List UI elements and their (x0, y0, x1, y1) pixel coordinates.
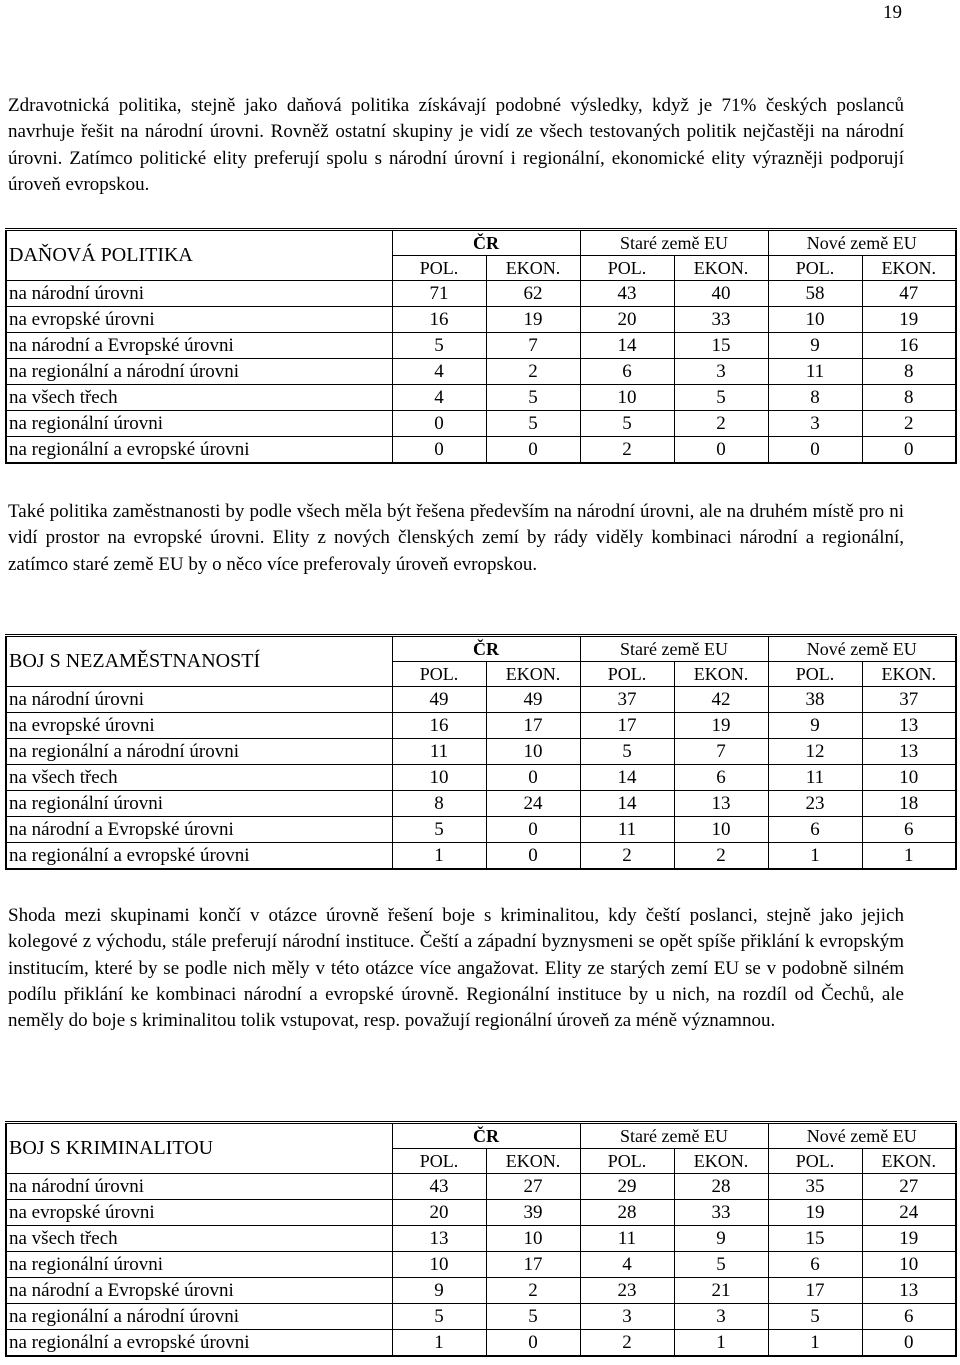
subcolumn-header: POL. (580, 1149, 674, 1174)
row-label: na národní úrovni (6, 281, 392, 307)
table-cell: 5 (392, 333, 486, 359)
subcolumn-header: POL. (392, 256, 486, 281)
row-label: na evropské úrovni (6, 1200, 392, 1226)
table-row (6, 437, 956, 464)
column-group-new-eu: Nové země EU (768, 230, 956, 256)
table-cell: 0 (486, 843, 580, 870)
table-cell: 8 (862, 385, 956, 411)
table-row (6, 1330, 956, 1357)
page-number: 19 (883, 2, 902, 23)
table-cell: 27 (486, 1174, 580, 1200)
table-cell: 33 (674, 1200, 768, 1226)
row-label: na regionální a národní úrovni (6, 359, 392, 385)
table-cell: 11 (580, 1226, 674, 1252)
table-cell: 3 (768, 411, 862, 437)
table-cell: 1 (768, 843, 862, 870)
table-cell: 2 (486, 359, 580, 385)
table-cell: 0 (862, 1330, 956, 1357)
table-cell: 2 (580, 843, 674, 870)
table-cell: 14 (580, 765, 674, 791)
subcolumn-header: EKON. (862, 662, 956, 687)
table-cell: 0 (768, 437, 862, 464)
row-label: na národní a Evropské úrovni (6, 1278, 392, 1304)
table-cell: 0 (392, 437, 486, 464)
table-cell: 62 (486, 281, 580, 307)
table-cell: 35 (768, 1174, 862, 1200)
table-cell: 10 (486, 1226, 580, 1252)
table-cell: 4 (580, 1252, 674, 1278)
table-cell: 49 (392, 687, 486, 713)
table-row (6, 1278, 956, 1304)
row-label: na národní a Evropské úrovni (6, 333, 392, 359)
table-cell: 10 (674, 817, 768, 843)
table-cell: 0 (862, 437, 956, 464)
table-cell: 6 (580, 359, 674, 385)
row-label: na regionální a národní úrovni (6, 739, 392, 765)
table-cell: 23 (768, 791, 862, 817)
table-cell: 13 (862, 713, 956, 739)
table-cell: 23 (580, 1278, 674, 1304)
table-cell: 1 (862, 843, 956, 870)
table-cell: 12 (768, 739, 862, 765)
table-cell: 5 (674, 385, 768, 411)
table-cell: 1 (392, 843, 486, 870)
table-cell: 33 (674, 307, 768, 333)
row-label: na regionální a evropské úrovni (6, 1330, 392, 1357)
table-cell: 2 (674, 843, 768, 870)
table-title: BOJ S KRIMINALITOU (6, 1123, 392, 1174)
table-cell: 21 (674, 1278, 768, 1304)
column-group-cr: ČR (392, 1123, 580, 1149)
table-cell: 43 (392, 1174, 486, 1200)
table-cell: 5 (580, 411, 674, 437)
column-group-cr: ČR (392, 636, 580, 662)
table-cell: 8 (768, 385, 862, 411)
table-cell: 17 (486, 1252, 580, 1278)
table-row (6, 843, 956, 870)
table-cell: 15 (674, 333, 768, 359)
row-label: na regionální a evropské úrovni (6, 843, 392, 870)
subcolumn-header: EKON. (862, 256, 956, 281)
table-cell: 4 (392, 359, 486, 385)
subcolumn-header: POL. (768, 662, 862, 687)
table-cell: 37 (862, 687, 956, 713)
table-cell: 11 (392, 739, 486, 765)
table-cell: 18 (862, 791, 956, 817)
row-label: na regionální a národní úrovni (6, 1304, 392, 1330)
table-row (6, 281, 956, 307)
table-cell: 2 (674, 411, 768, 437)
subcolumn-header: POL. (768, 256, 862, 281)
table-cell: 8 (862, 359, 956, 385)
table-cell: 17 (768, 1278, 862, 1304)
table-cell: 10 (392, 765, 486, 791)
table-cell: 43 (580, 281, 674, 307)
table-row (6, 411, 956, 437)
table-cell: 37 (580, 687, 674, 713)
subcolumn-header: POL. (768, 1149, 862, 1174)
table-row (6, 817, 956, 843)
paragraph-employment: Také politika zaměstnanosti by podle všech měla být řešena především na národní úrovni, ale na druhém místě pro ni vidí prostor na evropské úrovni. Elity z nových členských zemí by rády viděly kombinaci národní a regionální, zatímco staré země EU by o něco více preferovaly úroveň evropskou. (8, 501, 904, 575)
table-cell: 24 (486, 791, 580, 817)
table-title: BOJ S NEZAMĚSTNANOSTÍ (6, 636, 392, 687)
table-cell: 0 (486, 437, 580, 464)
paragraph-healthcare-tax: Zdravotnická politika, stejně jako daňová politika získávají podobné výsledky, když je 71% českých poslanců navrhuje řešit na národní úrovni. Rovněž ostatní skupiny je vidí ze všech testovaných politik nejčastěji na národní úrovni. Zatímco politické elity preferují spolu s národní úrovní i regionální, ekonomické elity výrazněji podporují úroveň evropskou. (8, 95, 904, 195)
table-cell: 5 (768, 1304, 862, 1330)
subcolumn-header: EKON. (486, 662, 580, 687)
table-cell: 20 (580, 307, 674, 333)
column-group-cr: ČR (392, 230, 580, 256)
row-label: na regionální a evropské úrovni (6, 437, 392, 464)
table-cell: 29 (580, 1174, 674, 1200)
table-row (6, 687, 956, 713)
table-cell: 71 (392, 281, 486, 307)
column-group-old-eu: Staré země EU (580, 230, 768, 256)
table-row (6, 385, 956, 411)
table-cell: 1 (392, 1330, 486, 1357)
table-cell: 9 (392, 1278, 486, 1304)
subcolumn-header: POL. (580, 662, 674, 687)
table-cell: 4 (392, 385, 486, 411)
table-cell: 0 (674, 437, 768, 464)
table-cell: 13 (674, 791, 768, 817)
column-group-old-eu: Staré země EU (580, 636, 768, 662)
table-cell: 10 (580, 385, 674, 411)
table-row (6, 1200, 956, 1226)
table-cell: 11 (768, 359, 862, 385)
table-cell: 7 (486, 333, 580, 359)
table-cell: 15 (768, 1226, 862, 1252)
table-row (6, 1226, 956, 1252)
table-row (6, 307, 956, 333)
table-cell: 11 (768, 765, 862, 791)
table-cell: 13 (862, 1278, 956, 1304)
table-cell: 38 (768, 687, 862, 713)
table-cell: 2 (862, 411, 956, 437)
table-cell: 3 (674, 359, 768, 385)
table-title: DAŇOVÁ POLITIKA (6, 230, 392, 281)
table-cell: 42 (674, 687, 768, 713)
table-cell: 5 (392, 1304, 486, 1330)
subcolumn-header: EKON. (674, 256, 768, 281)
table-header-groups (6, 636, 956, 662)
table-cell: 3 (674, 1304, 768, 1330)
table-row (6, 1304, 956, 1330)
table-cell: 10 (486, 739, 580, 765)
table-cell: 7 (674, 739, 768, 765)
table-cell: 5 (674, 1252, 768, 1278)
table-cell: 2 (580, 437, 674, 464)
row-label: na všech třech (6, 765, 392, 791)
table-cell: 13 (392, 1226, 486, 1252)
table-cell: 13 (862, 739, 956, 765)
table-cell: 10 (862, 765, 956, 791)
table-row (6, 333, 956, 359)
table-cell: 2 (580, 1330, 674, 1357)
table-cell: 2 (486, 1278, 580, 1304)
table-cell: 39 (486, 1200, 580, 1226)
subcolumn-header: EKON. (486, 256, 580, 281)
table-cell: 19 (674, 713, 768, 739)
table-cell: 49 (486, 687, 580, 713)
table-cell: 1 (768, 1330, 862, 1357)
table-cell: 6 (674, 765, 768, 791)
table-cell: 0 (392, 411, 486, 437)
table-cell: 5 (486, 1304, 580, 1330)
table-cell: 16 (392, 713, 486, 739)
table-cell: 20 (392, 1200, 486, 1226)
table-row (6, 1252, 956, 1278)
table-cell: 9 (674, 1226, 768, 1252)
table-cell: 9 (768, 333, 862, 359)
row-label: na všech třech (6, 1226, 392, 1252)
table-cell: 0 (486, 817, 580, 843)
row-label: na regionální úrovni (6, 411, 392, 437)
table-row (6, 765, 956, 791)
table-cell: 28 (674, 1174, 768, 1200)
row-label: na národní úrovni (6, 1174, 392, 1200)
table-unemployment (5, 634, 957, 870)
table-cell: 19 (862, 307, 956, 333)
table-cell: 24 (862, 1200, 956, 1226)
row-label: na národní úrovni (6, 687, 392, 713)
subcolumn-header: POL. (392, 662, 486, 687)
subcolumn-header: EKON. (674, 662, 768, 687)
table-cell: 19 (768, 1200, 862, 1226)
table-header-groups (6, 1123, 956, 1149)
row-label: na všech třech (6, 385, 392, 411)
table-row (6, 713, 956, 739)
column-group-new-eu: Nové země EU (768, 636, 956, 662)
table-cell: 16 (392, 307, 486, 333)
table-row (6, 359, 956, 385)
table-header-groups (6, 230, 956, 256)
table-cell: 5 (580, 739, 674, 765)
paragraph-crime: Shoda mezi skupinami končí v otázce úrovně řešení boje s kriminalitou, kdy čeští poslanci, stejně jako jejich kolegové z východu, stále preferují národní instituce. Čeští a západní byznysmeni se opět spíše přiklání k evropským institucím, které by se podle nich měly v této otázce více angažovat. Elity ze starých zemí EU se v podobně silném podílu přiklání ke kombinaci národní a evropské úrovně. Regionální instituce by u nich, na rozdíl od Čechů, ale neměly do boje s kriminalitou tolik vstupovat, resp. považují regionální úroveň za méně významnou. (8, 905, 904, 1032)
table-cell: 19 (486, 307, 580, 333)
table-cell: 0 (486, 1330, 580, 1357)
table-cell: 17 (486, 713, 580, 739)
table-cell: 47 (862, 281, 956, 307)
row-label: na národní a Evropské úrovni (6, 817, 392, 843)
subcolumn-header: POL. (392, 1149, 486, 1174)
table-cell: 28 (580, 1200, 674, 1226)
table-crime (5, 1121, 957, 1357)
table-cell: 11 (580, 817, 674, 843)
table-row (6, 1174, 956, 1200)
table-cell: 6 (768, 817, 862, 843)
table-cell: 10 (862, 1252, 956, 1278)
table-cell: 27 (862, 1174, 956, 1200)
table-cell: 6 (768, 1252, 862, 1278)
table-row (6, 791, 956, 817)
table-cell: 10 (768, 307, 862, 333)
row-label: na evropské úrovni (6, 307, 392, 333)
table-cell: 40 (674, 281, 768, 307)
table-row (6, 739, 956, 765)
table-cell: 1 (674, 1330, 768, 1357)
table-cell: 9 (768, 713, 862, 739)
table-cell: 16 (862, 333, 956, 359)
table-cell: 10 (392, 1252, 486, 1278)
subcolumn-header: EKON. (674, 1149, 768, 1174)
table-cell: 3 (580, 1304, 674, 1330)
subcolumn-header: POL. (580, 256, 674, 281)
row-label: na regionální úrovni (6, 1252, 392, 1278)
table-cell: 17 (580, 713, 674, 739)
table-cell: 0 (486, 765, 580, 791)
table-cell: 58 (768, 281, 862, 307)
subcolumn-header: EKON. (486, 1149, 580, 1174)
table-cell: 14 (580, 791, 674, 817)
table-cell: 8 (392, 791, 486, 817)
subcolumn-header: EKON. (862, 1149, 956, 1174)
table-cell: 6 (862, 817, 956, 843)
table-tax-policy (5, 228, 957, 464)
row-label: na evropské úrovni (6, 713, 392, 739)
column-group-old-eu: Staré země EU (580, 1123, 768, 1149)
table-cell: 5 (392, 817, 486, 843)
table-cell: 5 (486, 385, 580, 411)
table-cell: 14 (580, 333, 674, 359)
table-cell: 6 (862, 1304, 956, 1330)
row-label: na regionální úrovni (6, 791, 392, 817)
table-cell: 5 (486, 411, 580, 437)
table-cell: 19 (862, 1226, 956, 1252)
column-group-new-eu: Nové země EU (768, 1123, 956, 1149)
